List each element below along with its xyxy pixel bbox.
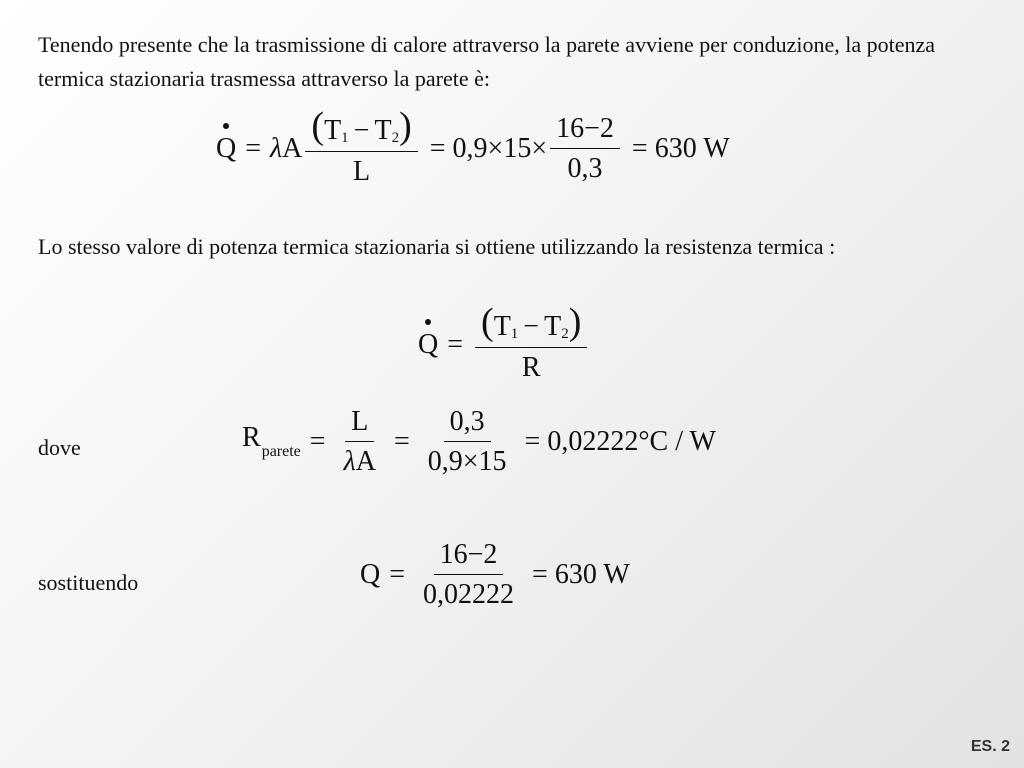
temperature-over-length-fraction: $\frac{(T_1 - T_2)}{L}$ (305, 112, 417, 186)
label-dove: dove (38, 435, 81, 460)
equation-resistance-value: $R_{parete}$ = $\frac{L}{\lambda A}$ = $\frac{0,3}{0,9\times 15}$ = 0,02222°C / W (242, 406, 716, 477)
intro-paragraph: Tenendo presente che la trasmissione di calore attraverso la parete avviene per conduzione, la potenza termica stazionaria trasmessa attraverso la parete è: (38, 32, 935, 91)
slide-number-label: ES. 2 (970, 738, 1010, 755)
length-over-lambda-area-fraction: $\frac{L}{\lambda A}$ (343, 406, 376, 477)
q-dot-symbol: Q (418, 329, 439, 360)
lambda-symbol: λ (270, 133, 283, 164)
q-dot-symbol: Q (216, 133, 237, 164)
temperature-over-resistance-fraction: $\frac{(T_1 - T_2)}{R}$ (475, 308, 587, 382)
r-parete-symbol: $R_{parete}$ (242, 422, 301, 460)
equation-resistance: Q = $\frac{(T_1 - T_2)}{R}$ (418, 308, 590, 382)
label-sostituendo: sostituendo (38, 570, 139, 595)
equation-substitution: Q = $\frac{16-2}{0,02222}$ = 630 W (360, 539, 630, 610)
equation-conduction: Q = λ A $\frac{(T_1 - T_2)}{L}$ = 0,9×15× $\frac{16-2}{0,3}$ = 630 W (216, 105, 730, 187)
result-value: = 630 W (631, 133, 730, 164)
numeric-fraction: $\frac{16-2}{0,3}$ (550, 115, 620, 183)
resistance-result: = 0,02222°C / W (524, 426, 716, 457)
numeric-resistance-fraction: $\frac{0,3}{0,9\times 15}$ (427, 406, 507, 477)
q-symbol: Q (360, 559, 381, 590)
length-symbol: L (353, 156, 371, 187)
area-symbol: A (282, 133, 303, 164)
numeric-product: = 0,9×15× (429, 133, 548, 164)
substitution-result: = 630 W (532, 559, 630, 590)
substitution-fraction: $\frac{16-2}{0,02222}$ (423, 539, 515, 610)
resistance-paragraph: Lo stesso valore di potenza termica stazionaria si ottiene utilizzando la resistenza termica : (38, 234, 836, 259)
resistance-symbol: R (521, 352, 541, 383)
